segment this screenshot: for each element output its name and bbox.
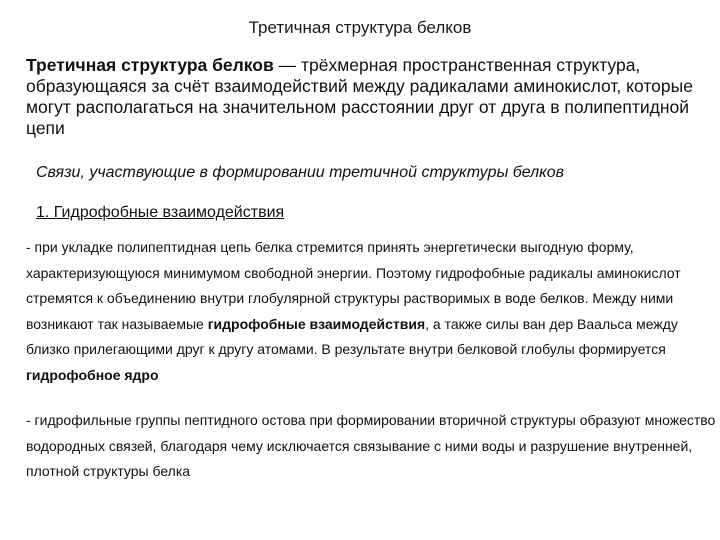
section-heading-hydrophobic: 1. Гидрофобные взаимодействия xyxy=(36,204,285,221)
definition-term: Третичная структура белков xyxy=(26,55,274,75)
hydrophobic-paragraph xyxy=(26,235,716,388)
hydrophobic-text-2: , а также силы ван дер Ваальса между близко прилегающими друг к другу атомами. В результате внутри белковой глобулы формируется xyxy=(26,315,678,357)
slide-title: Третичная структура белков xyxy=(248,18,472,37)
definition-paragraph xyxy=(26,55,706,139)
hydrophobic-text-1: - при укладке полипептидная цепь белка стремится принять энергетически выгодную форму, характеризующуюся минимумом свободной энергии. Поэтому гидрофобные радикалы аминокислот стремятся к объединению внутри глобулярной структуры растворимых в воде белков. Между ними возникают так называемые xyxy=(26,239,681,332)
hydrophobic-interactions-term: гидрофобные взаимодействия xyxy=(207,315,426,332)
hydrophilic-paragraph: - гидрофильные группы пептидного остова при формировании вторичной структуры образуют множество водородных связей, благодаря чему исключается связывание с ними воды и разрушение внутренней, плотной структуры белка xyxy=(26,412,716,479)
hydrophobic-core-term: гидрофобное ядро xyxy=(26,366,159,383)
definition-text: — трёхмерная пространственная структура, образующаяся за счёт взаимодействий между радикалами аминокислот, которые могут располагаться на значительном расстоянии друг от друга в полипептидной цепи xyxy=(26,55,693,138)
bonds-subtitle: Связи, участвующие в формировании третичной структуры белков xyxy=(36,164,564,181)
